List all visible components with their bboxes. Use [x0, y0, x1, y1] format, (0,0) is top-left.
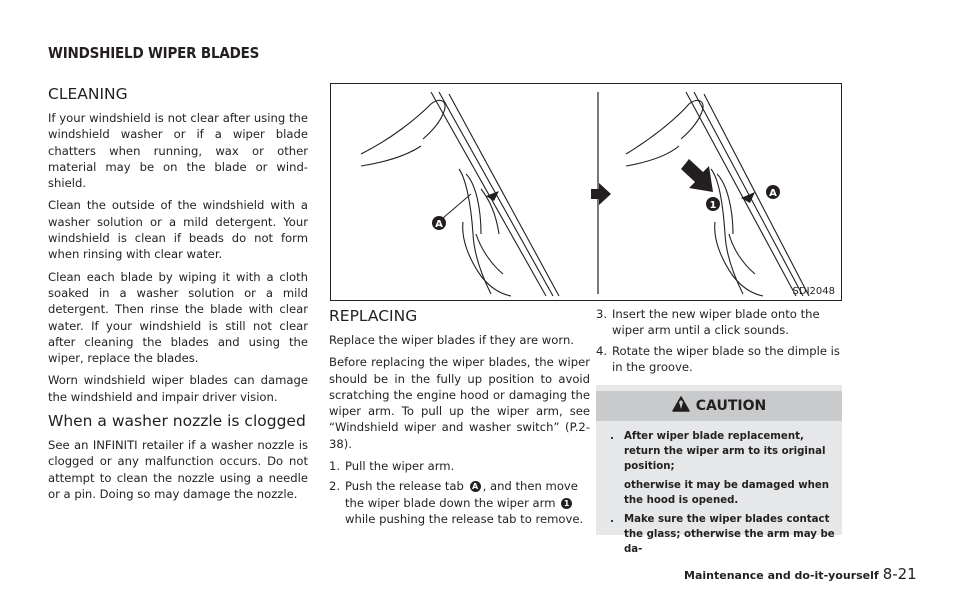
caution-item — [610, 512, 836, 557]
caution-text: Make sure the wiper blades contact the glass; otherwise the arm may be da- — [624, 514, 835, 555]
nozzle-heading: When a washer nozzle is clogged — [48, 412, 306, 431]
replacing-steps — [329, 458, 590, 527]
page-number: 8-21 — [882, 565, 917, 583]
page-footer — [684, 565, 917, 583]
footer-chapter: Maintenance and do-it-yourself — [684, 569, 879, 582]
cleaning-paragraph: Clean the outside of the windshield with a washer solution or a mild detergent. Your windshield is clean if beads do not form when rinsing with clear water. — [48, 198, 308, 262]
cleaning-column — [48, 84, 308, 508]
step-number: 1. — [329, 459, 341, 474]
wiper-illustration — [331, 84, 840, 299]
step-text: Pull the wiper arm. — [345, 459, 455, 474]
bullet: . — [610, 514, 614, 525]
replacing-paragraph: Before replacing the wiper blades, the wiper should be in the fully up position to avoid scratching the engine hood or damaging the wiper arm. To pull up the wiper arm, see “Windshield wiper and washer switch” (P.2-38). — [329, 355, 590, 451]
step-text: Rotate the wiper blade so the dimple is in the groove. — [612, 343, 840, 374]
caution-header — [596, 391, 842, 421]
callout-a-inline: A — [470, 481, 481, 492]
replacing-paragraph: Replace the wiper blades if they are worn. — [329, 333, 574, 347]
wiper-replacement-figure — [330, 83, 842, 301]
replacing-heading: REPLACING — [329, 307, 418, 325]
callout-a-label-right: A — [769, 188, 777, 199]
step-text: while pushing the release tab to remove. — [345, 511, 584, 526]
bullet: . — [610, 431, 614, 442]
step-item — [329, 478, 590, 527]
step-item — [329, 458, 590, 474]
warning-icon — [672, 396, 690, 412]
section-title: WINDSHIELD WIPER BLADES — [48, 44, 260, 62]
callout-a-label: A — [435, 219, 443, 230]
caution-text: After wiper blade replacement, return the wiper arm to its original position; — [624, 431, 826, 472]
step-text: Insert the new wiper blade onto the wiper arm until a click sounds. — [612, 307, 820, 338]
caution-list — [610, 429, 836, 561]
caution-item — [610, 429, 836, 508]
step-text: Push the release tab — [345, 479, 464, 494]
callout-1-label: 1 — [709, 200, 717, 211]
caution-text: otherwise it may be damaged when the hood is opened. — [624, 480, 830, 506]
callout-1-inline: 1 — [561, 498, 572, 509]
replacing-column — [329, 306, 590, 531]
step-number: 4. — [596, 343, 608, 358]
step-number: 2. — [329, 479, 341, 494]
cleaning-paragraph: Clean each blade by wiping it with a cloth soaked in a washer solution or a mild detergent. Then rinse the blade with clear water. If your windshield is still not clear after cleaning the blades and using the wiper, replace the blades. — [48, 269, 308, 366]
replacing-column-continued — [596, 306, 842, 379]
step-number: 3. — [596, 307, 608, 321]
cleaning-heading: CLEANING — [48, 85, 128, 103]
caution-box — [596, 385, 842, 555]
step-text: , and then move the wiper blade down the wiper arm — [345, 479, 578, 510]
step-item — [596, 306, 842, 339]
nozzle-paragraph: See an INFINITI retailer if a washer nozzle is clogged or any malfunction occurs. Do not attempt to clean the nozzle using a needle or a pin. Doing so may damage the nozzle. — [48, 438, 308, 501]
caution-title: CAUTION — [695, 398, 767, 414]
cleaning-paragraph: If your windshield is not clear after using the windshield washer or if a wiper blade chatters when running, wax or other material may be on the blade or wind-shield. — [48, 111, 308, 191]
step-item — [596, 343, 842, 376]
figure-code: SDI2048 — [792, 286, 835, 297]
arrow-icon — [591, 183, 611, 205]
cleaning-paragraph: Worn windshield wiper blades can damage the windshield and impair driver vision. — [48, 373, 308, 404]
replacing-steps-continued — [596, 306, 842, 375]
